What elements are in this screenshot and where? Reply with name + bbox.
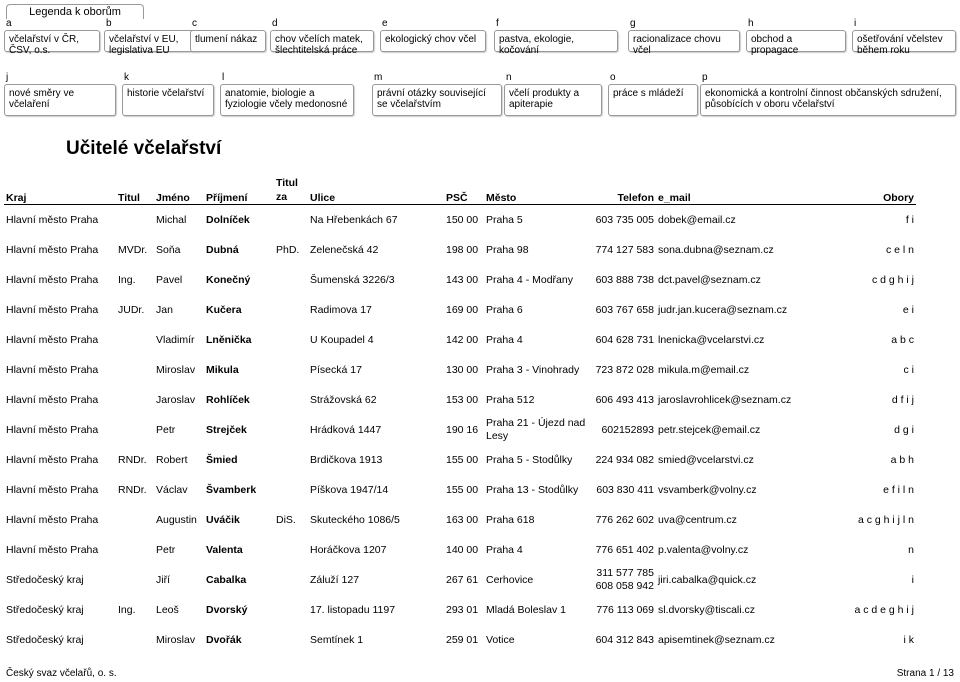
cell-obory: d f i j: [891, 394, 914, 406]
cell-email[interactable]: jaroslavrohlicek@seznam.cz: [658, 394, 792, 406]
cell-prijmeni: Strejček: [206, 424, 247, 436]
cell-mesto: Praha 4: [486, 544, 523, 556]
col-telefon: Telefon: [590, 174, 656, 205]
cell-mesto: Mladá Boleslav 1: [486, 604, 566, 616]
table-row: [4, 595, 916, 625]
legend-item-c: [190, 18, 258, 45]
cell-ulice: Strážovská 62: [310, 394, 377, 406]
legend-item-k: [122, 72, 205, 99]
cell-ulice: Písecká 17: [310, 364, 362, 376]
cell-telefon: 603 830 411: [596, 484, 654, 496]
cell-ulice: Hrádková 1447: [310, 424, 382, 436]
legend-item-o: [608, 72, 684, 99]
col-titul-za: Titul za: [274, 174, 308, 205]
cell-kraj: Hlavní město Praha: [6, 484, 99, 496]
legend-letter: n: [506, 72, 512, 83]
cell-titul-za: [274, 295, 308, 325]
cell-mesto: Praha 618: [486, 514, 535, 526]
cell-titul: Ing.: [118, 604, 136, 616]
cell-telefon: 776 262 602: [595, 514, 654, 526]
legend-letter: j: [6, 72, 9, 83]
cell-telefon: 602152893: [601, 424, 654, 436]
cell-prijmeni: Dvorský: [206, 604, 248, 616]
cell-obory: a b h: [890, 454, 914, 466]
cell-titul: [116, 355, 154, 385]
cell-prijmeni: Uváčik: [206, 514, 240, 526]
cell-email[interactable]: jiri.cabalka@quick.cz: [658, 574, 757, 586]
cell-mesto: Praha 3 - Vinohrady: [486, 364, 580, 376]
cell-ulice: Šumenská 3226/3: [310, 274, 395, 286]
cell-titul-za: [274, 415, 308, 445]
legend-item-f: [494, 18, 575, 56]
table-row: [4, 205, 916, 236]
cell-kraj: Hlavní město Praha: [6, 244, 99, 256]
legend-item-b: [104, 18, 179, 56]
cell-email[interactable]: petr.stejcek@email.cz: [658, 424, 761, 436]
cell-ulice: Na Hřebenkách 67: [310, 214, 398, 226]
cell-psc: 198 00: [446, 244, 479, 256]
cell-prijmeni: Dubná: [206, 244, 239, 256]
cell-psc: 190 16: [446, 424, 479, 436]
cell-psc: 150 00: [446, 214, 479, 226]
legend-item-n: [504, 72, 580, 110]
cell-email[interactable]: apisemtinek@seznam.cz: [658, 634, 775, 646]
cell-jmeno: Robert: [156, 454, 188, 466]
cell-psc: 163 00: [446, 514, 479, 526]
cell-titul: [116, 385, 154, 415]
cell-email[interactable]: sl.dvorsky@tiscali.cz: [658, 604, 756, 616]
cell-ulice: Píškova 1947/14: [310, 484, 389, 496]
cell-mesto: Praha 13 - Stodůlky: [486, 484, 579, 496]
cell-obory: f i: [905, 214, 914, 226]
footer-organization: Český svaz včelařů, o. s.: [6, 668, 117, 679]
legend-box: obchod a propagace: [746, 30, 846, 52]
cell-ulice: Horáčkova 1207: [310, 544, 387, 556]
cell-prijmeni: Cabalka: [206, 574, 247, 586]
cell-titul-za: [274, 325, 308, 355]
legend-item-h: [746, 18, 799, 56]
cell-obory: e i: [902, 304, 914, 316]
cell-mesto: Praha 5 - Stodůlky: [486, 454, 573, 466]
cell-prijmeni: Dolníček: [206, 214, 250, 226]
cell-prijmeni: Konečný: [206, 274, 251, 286]
cell-prijmeni: Rohlíček: [206, 394, 250, 406]
cell-prijmeni: Dvořák: [206, 634, 242, 646]
cell-jmeno: Petr: [156, 424, 176, 436]
cell-obory: c e l n: [885, 244, 914, 256]
cell-jmeno: Václav: [156, 484, 188, 496]
cell-telefon: 604 628 731: [595, 334, 654, 346]
cell-jmeno: Miroslav: [156, 364, 196, 376]
cell-prijmeni: Švamberk: [206, 484, 257, 496]
cell-ulice: Záluží 127: [310, 574, 360, 586]
legend-item-g: [628, 18, 721, 56]
cell-titul-za: [274, 475, 308, 505]
cell-email[interactable]: vsvamberk@volny.cz: [658, 484, 757, 496]
legend-item-m: [372, 72, 486, 110]
cell-prijmeni: Mikula: [206, 364, 239, 376]
cell-email[interactable]: dct.pavel@seznam.cz: [658, 274, 761, 286]
cell-titul-za: [274, 355, 308, 385]
legend-letter: p: [702, 72, 708, 83]
cell-email[interactable]: smied@vcelarstvi.cz: [658, 454, 754, 466]
cell-kraj: Středočeský kraj: [6, 574, 84, 586]
legend-box: práce s mládeží: [608, 84, 698, 116]
cell-kraj: Hlavní město Praha: [6, 394, 99, 406]
cell-jmeno: Vladimír: [156, 334, 195, 346]
cell-kraj: Hlavní město Praha: [6, 214, 99, 226]
cell-kraj: Hlavní město Praha: [6, 334, 99, 346]
legend-item-p: [700, 72, 942, 110]
table-row: [4, 355, 916, 385]
col-titul: Titul: [116, 174, 154, 205]
table-row: [4, 535, 916, 565]
cell-prijmeni: Lněnička: [206, 334, 252, 346]
cell-titul: JUDr.: [118, 304, 145, 316]
cell-mesto: Praha 5: [486, 214, 523, 226]
cell-titul: [116, 625, 154, 655]
legend-item-i: [852, 18, 943, 56]
cell-prijmeni: Valenta: [206, 544, 243, 556]
cell-ulice: Radimova 17: [310, 304, 372, 316]
cell-jmeno: Miroslav: [156, 634, 196, 646]
legend-box: tlumení nákaz: [190, 30, 266, 52]
cell-titul-za: [274, 565, 308, 595]
table-header-row: [4, 174, 916, 205]
cell-telefon: 603 888 738: [595, 274, 654, 286]
legend-box: včelí produkty a apiterapie: [504, 84, 602, 116]
cell-obory: c d g h i j: [871, 274, 914, 286]
legend-letter: k: [124, 72, 129, 83]
legend-item-d: [270, 18, 363, 56]
cell-titul: [116, 565, 154, 595]
cell-email[interactable]: p.valenta@volny.cz: [658, 544, 749, 556]
teachers-table: [4, 174, 916, 655]
cell-titul-za: [274, 535, 308, 565]
col-jmeno: Jméno: [154, 174, 204, 205]
cell-mesto: Votice: [486, 634, 515, 646]
table-row: [4, 505, 916, 535]
cell-obory: i: [911, 574, 914, 586]
cell-obory: a b c: [891, 334, 914, 346]
cell-titul-za: PhD.: [276, 244, 300, 256]
legend-box: racionalizace chovu včel: [628, 30, 740, 52]
legend-box: historie včelařství: [122, 84, 214, 116]
table-row: [4, 385, 916, 415]
cell-kraj: Hlavní město Praha: [6, 304, 99, 316]
legend-box: chov včelích matek, šlechtitelská práce: [270, 30, 374, 52]
legend-box: nové směry ve včelaření: [4, 84, 116, 116]
cell-kraj: Hlavní město Praha: [6, 544, 99, 556]
legend-letter: a: [6, 18, 12, 29]
legend-box: pastva, ekologie, kočování: [494, 30, 618, 52]
cell-telefon: 723 872 028: [595, 364, 654, 376]
cell-titul: RNDr.: [118, 484, 147, 496]
cell-obory: c i: [903, 364, 914, 376]
legend-letter: g: [630, 18, 636, 29]
legend-box: včelařství v EU, legislativa EU: [104, 30, 200, 52]
cell-obory: d g i: [894, 424, 914, 436]
cell-prijmeni: Šmied: [206, 454, 238, 466]
cell-psc: 155 00: [446, 484, 479, 496]
cell-kraj: Hlavní město Praha: [6, 514, 99, 526]
legend-item-l: [220, 72, 348, 110]
col-kraj: Kraj: [4, 174, 116, 205]
legend-item-j: [4, 72, 75, 110]
col-email: e_mail: [656, 174, 832, 205]
cell-jmeno: Leoš: [156, 604, 179, 616]
cell-titul: [116, 415, 154, 445]
cell-obory: a c g h i j l n: [857, 514, 914, 526]
col-prijmeni: Příjmení: [204, 174, 274, 205]
cell-ulice: Skuteckého 1086/5: [310, 514, 400, 526]
cell-titul: RNDr.: [118, 454, 147, 466]
cell-mesto: Praha 4: [486, 334, 523, 346]
legend-item-e: [380, 18, 477, 45]
col-mesto: Město: [484, 174, 590, 205]
table-row: [4, 325, 916, 355]
col-obory: Obory: [832, 174, 916, 205]
legend-box: včelařství v ČR, ČSV, o.s.: [4, 30, 100, 52]
cell-psc: 293 01: [446, 604, 479, 616]
cell-jmeno: Petr: [156, 544, 176, 556]
table-row: [4, 265, 916, 295]
table-row: [4, 415, 916, 445]
cell-jmeno: Pavel: [156, 274, 183, 286]
cell-kraj: Hlavní město Praha: [6, 274, 99, 286]
legend-box: ošetřování včelstev během roku: [852, 30, 956, 52]
cell-telefon: 604 312 843: [595, 634, 654, 646]
cell-titul: MVDr.: [118, 244, 148, 256]
legend-letter: i: [854, 18, 857, 29]
cell-telefon: 606 493 413: [595, 394, 654, 406]
cell-titul-za: [274, 445, 308, 475]
cell-kraj: Hlavní město Praha: [6, 454, 99, 466]
cell-psc: 155 00: [446, 454, 479, 466]
legend-letter: d: [272, 18, 278, 29]
cell-psc: 267 61: [446, 574, 479, 586]
cell-email[interactable]: uva@centrum.cz: [658, 514, 737, 526]
page-title: Učitelé včelařství: [66, 138, 222, 159]
cell-obory: e f i l n: [883, 484, 914, 496]
cell-ulice: Brdičkova 1913: [310, 454, 383, 466]
legend-box: anatomie, biologie a fyziologie včely medonosné: [220, 84, 354, 116]
cell-ulice: 17. listopadu 1197: [310, 604, 396, 616]
legend-letter: f: [496, 18, 499, 29]
cell-titul-za: [274, 205, 308, 236]
cell-email[interactable]: lnenicka@vcelarstvi.cz: [658, 334, 765, 346]
col-ulice: Ulice: [308, 174, 444, 205]
cell-kraj: Hlavní město Praha: [6, 364, 99, 376]
legend-letter: c: [192, 18, 197, 29]
cell-telefon: 776 651 402: [595, 544, 654, 556]
cell-kraj: Hlavní město Praha: [6, 424, 99, 436]
cell-telefon: 603 767 658: [595, 304, 654, 316]
cell-email[interactable]: sona.dubna@seznam.cz: [658, 244, 774, 256]
cell-obory: a c d e g h i j: [854, 604, 914, 616]
cell-ulice: U Koupadel 4: [310, 334, 374, 346]
table-row: [4, 295, 916, 325]
cell-jmeno: Jan: [156, 304, 173, 316]
footer-page-number: Strana 1 / 13: [896, 668, 954, 679]
cell-titul-za: [274, 265, 308, 295]
cell-email[interactable]: mikula.m@email.cz: [658, 364, 750, 376]
legend-item-a: [4, 18, 80, 56]
table-row: [4, 625, 916, 655]
table-row: [4, 445, 916, 475]
cell-ulice: Semtínek 1: [310, 634, 364, 646]
legend-letter: m: [374, 72, 383, 83]
cell-jmeno: Augustin: [156, 514, 197, 526]
table-row: [4, 235, 916, 265]
cell-telefon: 311 577 785 608 058 942: [595, 567, 654, 592]
legend-letter: o: [610, 72, 616, 83]
legend-letter: e: [382, 18, 388, 29]
legend-box: ekologický chov včel: [380, 30, 486, 52]
legend-title: Legenda k oborům: [6, 4, 144, 19]
cell-psc: 143 00: [446, 274, 479, 286]
cell-mesto: Praha 21 - Újezd nad Lesy: [486, 417, 586, 442]
cell-telefon: 776 113 069: [596, 604, 654, 616]
cell-kraj: Středočeský kraj: [6, 604, 84, 616]
legend-letter: l: [222, 72, 225, 83]
cell-psc: 259 01: [446, 634, 479, 646]
cell-titul-za: [274, 625, 308, 655]
cell-titul: [116, 325, 154, 355]
cell-titul: [116, 505, 154, 535]
cell-prijmeni: Kučera: [206, 304, 242, 316]
cell-titul-za: [274, 595, 308, 625]
cell-psc: 140 00: [446, 544, 479, 556]
table-row: [4, 565, 916, 595]
legend-letter: b: [106, 18, 112, 29]
cell-mesto: Praha 4 - Modřany: [486, 274, 573, 286]
table-row: [4, 475, 916, 505]
legend-letter: h: [748, 18, 754, 29]
cell-email[interactable]: judr.jan.kucera@seznam.cz: [658, 304, 788, 316]
cell-jmeno: Jiří: [156, 574, 170, 586]
cell-mesto: Cerhovice: [486, 574, 534, 586]
col-psc: PSČ: [444, 174, 484, 205]
cell-jmeno: Michal: [156, 214, 187, 226]
cell-titul: [116, 205, 154, 236]
cell-titul: Ing.: [118, 274, 136, 286]
cell-jmeno: Jaroslav: [156, 394, 196, 406]
cell-ulice: Zelenečská 42: [310, 244, 379, 256]
legend-box: právní otázky související se včelařstvím: [372, 84, 502, 116]
cell-email[interactable]: dobek@email.cz: [658, 214, 736, 226]
cell-psc: 130 00: [446, 364, 479, 376]
cell-mesto: Praha 98: [486, 244, 529, 256]
cell-jmeno: Soňa: [156, 244, 181, 256]
cell-mesto: Praha 512: [486, 394, 535, 406]
cell-psc: 169 00: [446, 304, 479, 316]
cell-obory: i k: [903, 634, 914, 646]
cell-kraj: Středočeský kraj: [6, 634, 84, 646]
cell-telefon: 603 735 005: [595, 214, 654, 226]
cell-psc: 142 00: [446, 334, 479, 346]
cell-obory: n: [908, 544, 914, 556]
cell-titul: [116, 535, 154, 565]
cell-mesto: Praha 6: [486, 304, 523, 316]
cell-psc: 153 00: [446, 394, 479, 406]
cell-titul-za: DiS.: [276, 514, 296, 526]
legend-box: ekonomická a kontrolní činnost občanských sdružení, působících v oboru včelařství: [700, 84, 956, 116]
cell-telefon: 774 127 583: [595, 244, 654, 256]
cell-telefon: 224 934 082: [595, 454, 654, 466]
cell-titul-za: [274, 385, 308, 415]
